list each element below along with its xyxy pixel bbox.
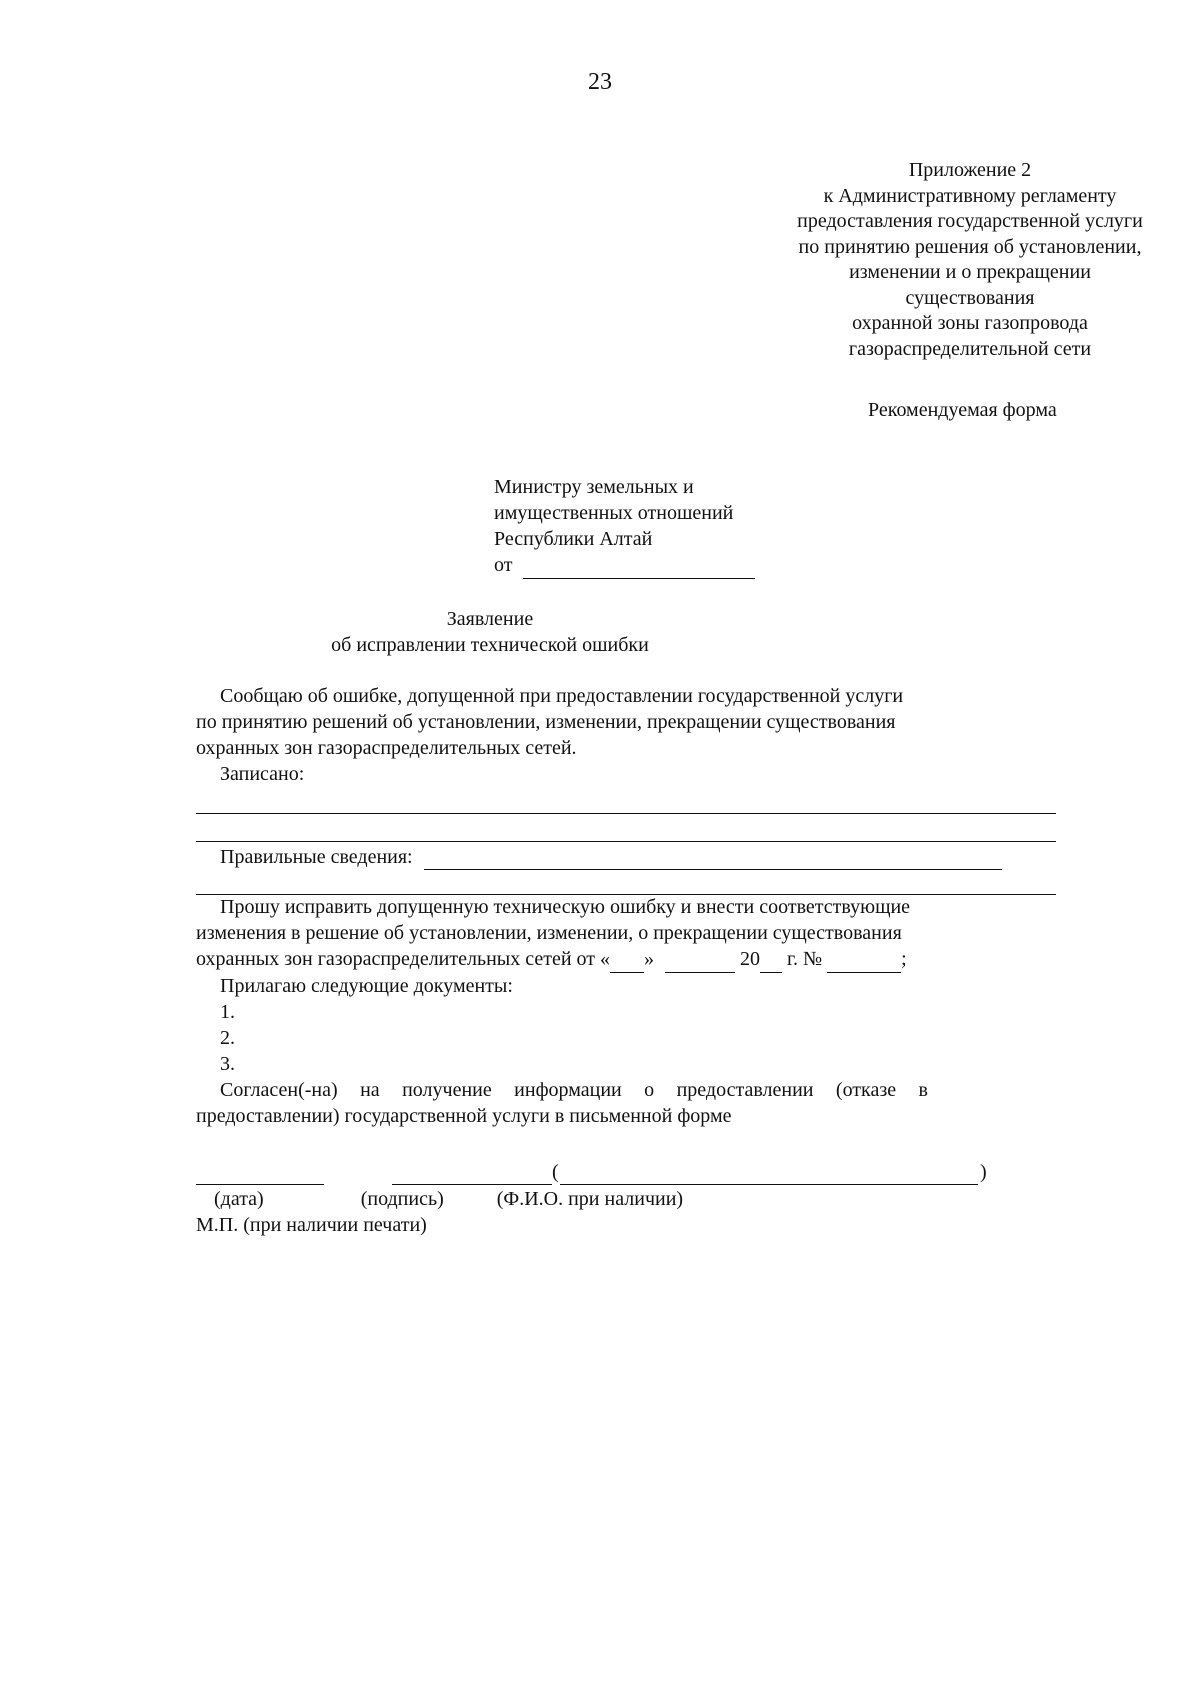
from-field[interactable] — [523, 552, 755, 579]
request-paragraph — [196, 894, 1056, 1129]
correct-info-field[interactable] — [424, 845, 1002, 870]
appendix-line: Приложение 2 — [908, 159, 1032, 181]
signature-labels — [196, 1186, 683, 1212]
consent-line: Согласен(-на) на получение информации о предоставлении (отказе в — [220, 1079, 928, 1101]
document-title — [300, 606, 680, 658]
recorded-label: Записано: — [220, 763, 305, 785]
date-field[interactable] — [196, 1160, 324, 1185]
date-label: (дата) — [214, 1188, 264, 1210]
addressee-line: Министру земельных и — [494, 476, 694, 498]
decision-year-field[interactable] — [760, 946, 782, 973]
appendix-line: изменении и о прекращении — [849, 261, 1091, 283]
consent-line: предоставлении) государственной услуги в письменной форме — [196, 1105, 732, 1127]
body-line: по принятию решений об установлении, изменении, прекращении существования — [196, 711, 896, 733]
decision-month-field[interactable] — [665, 946, 735, 973]
body-line: изменения в решение об установлении, изменении, о прекращении существования — [196, 922, 902, 944]
decision-day-field[interactable] — [610, 946, 644, 973]
appendix-header — [760, 158, 1180, 362]
appendix-line: газораспределительной сети — [848, 337, 1092, 360]
recommended-form-label: Рекомендуемая форма — [868, 399, 1057, 421]
attachment-item: 3. — [220, 1053, 235, 1075]
signature-field[interactable] — [392, 1160, 552, 1185]
decision-number-label: г. № — [787, 948, 823, 970]
body-line: охранных зон газораспределительных сетей. — [196, 737, 577, 759]
decision-ref-text: » — [644, 948, 655, 970]
recorded-field-line[interactable] — [196, 813, 1056, 814]
decision-ref-text: охранных зон газораспределительных сетей от « — [196, 948, 611, 970]
attachment-item: 1. — [220, 1001, 235, 1023]
attachments-label: Прилагаю следующие документы: — [220, 975, 513, 997]
addressee-block — [494, 474, 755, 579]
from-label: от — [494, 554, 513, 576]
decision-number-field[interactable] — [827, 946, 901, 973]
from-row — [494, 552, 755, 579]
addressee-line: Республики Алтай — [494, 528, 653, 550]
appendix-line: по принятию решения об установлении, — [798, 235, 1142, 258]
correct-info-row — [220, 845, 1002, 870]
page-number: 23 — [588, 69, 612, 95]
decision-date-row — [196, 946, 1056, 973]
decision-year-prefix: 20 — [740, 948, 761, 970]
addressee-line: имущественных отношений — [494, 502, 734, 524]
correct-info-label: Правильные сведения: — [220, 846, 413, 868]
title-line: Заявление — [446, 608, 534, 630]
attachment-item: 2. — [220, 1027, 235, 1049]
name-open-paren: ( — [552, 1161, 559, 1183]
recorded-field-line[interactable] — [196, 841, 1056, 842]
appendix-line: предоставления государственной услуги — [797, 210, 1143, 232]
appendix-line: к Административному регламенту — [823, 184, 1117, 207]
name-close-paren: ) — [980, 1161, 987, 1183]
decision-ref-text: ; — [901, 948, 907, 970]
title-line: об исправлении технической ошибки — [331, 634, 649, 656]
stamp-label: М.П. (при наличии печати) — [196, 1214, 427, 1236]
full-name-field[interactable] — [560, 1160, 978, 1185]
body-line: Прошу исправить допущенную техническую ошибку и внести соответствующие — [220, 896, 911, 918]
appendix-line: охранной зоны газопровода — [852, 312, 1088, 334]
body-line: Сообщаю об ошибке, допущенной при предоставлении государственной услуги — [220, 685, 904, 707]
error-report-paragraph — [196, 683, 1056, 787]
appendix-line: существования — [905, 286, 1035, 309]
signature-label: (подпись) — [360, 1188, 444, 1210]
full-name-label: (Ф.И.О. при наличии) — [496, 1188, 684, 1210]
